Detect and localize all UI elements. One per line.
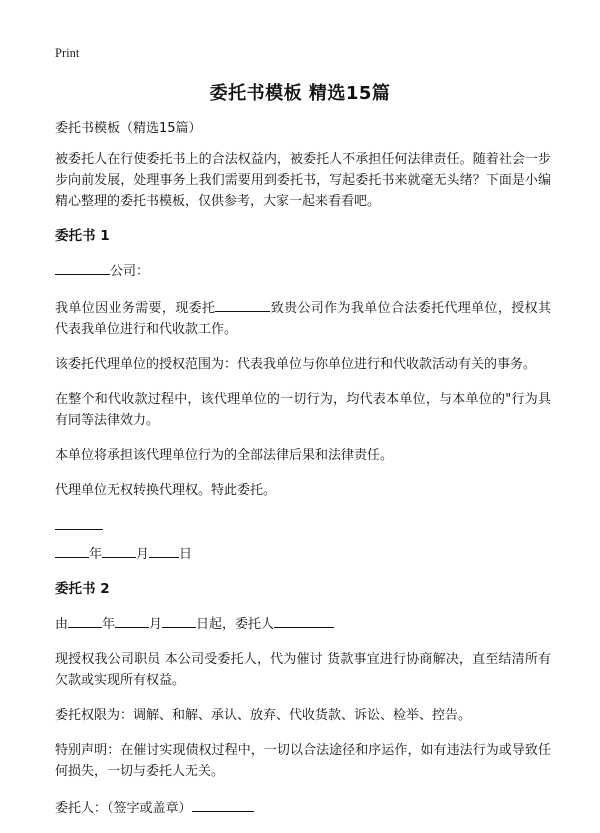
section1-paragraph-5: 代理单位无权转换代理权。特此委托。 <box>55 483 277 498</box>
blank-signature <box>192 796 254 812</box>
blank-from-day <box>162 612 196 628</box>
page-title: 委托书模板 精选15篇 <box>209 83 391 104</box>
p1-part-b: 致贵公司作为我单位合法委托代理单位，授权其代表我单位进行和代收款工作。 <box>55 301 551 337</box>
signature-blank <box>55 515 103 530</box>
signer-label: 委托人：（签字或盖章） <box>55 801 192 816</box>
section1-paragraph-4: 本单位将承担该代理单位行为的全部法律后果和法律责任。 <box>55 448 394 463</box>
blank-from-year <box>68 612 102 628</box>
blank-company <box>55 259 110 275</box>
month-label: 月 <box>136 547 150 562</box>
from-label: 由 <box>55 617 69 632</box>
p1-part-a: 我单位因业务需要，现委托 <box>55 301 216 316</box>
blank-day <box>149 542 179 558</box>
blank-year <box>55 542 89 558</box>
addressee-suffix: 公司： <box>110 264 150 279</box>
day-label: 日 <box>179 547 193 562</box>
document-body <box>55 118 551 833</box>
from-month-label: 月 <box>149 617 163 632</box>
section2-date-line <box>55 612 551 635</box>
section-heading-2: 委托书 2 <box>55 581 110 597</box>
signer-line <box>55 796 551 819</box>
blank-month <box>102 542 136 558</box>
section2-paragraph-3: 委托权限为：调解、和解、承认、放弃、代收货款、诉讼、检举、控告。 <box>55 708 472 723</box>
section1-paragraph-2: 该委托代理单位的授权范围为：代表我单位与你单位进行和代收款活动有关的事务。 <box>55 357 537 372</box>
intro-paragraph: 被委托人在行使委托书上的合法权益内，被委托人不承担任何法律责任。随着社会一步步向前发展，处理事务上我们需要用到委托书，写起委托书来就毫无头绪？下面是小编精心整理的委托书模板，仅供参考，大家一起来看看吧。 <box>55 152 551 209</box>
year-label: 年 <box>89 547 103 562</box>
from-year-label: 年 <box>102 617 116 632</box>
section-heading-1: 委托书 1 <box>55 228 110 244</box>
section2-paragraph-2: 现授权我公司职员 本公司受委托人，代为催讨 货款事宜进行协商解决，直至结清所有欠款或实现所有权益。 <box>55 652 551 688</box>
date-line <box>55 542 551 565</box>
blank-agent <box>215 296 270 312</box>
blank-from-month <box>115 612 149 628</box>
print-link[interactable]: Print <box>55 46 80 60</box>
section1-paragraph-3: 在整个和代收款过程中，该代理单位的一切行为，均代表本单位，与本单位的"行为具有同等法律效力。 <box>55 392 551 428</box>
blank-principal <box>274 612 334 628</box>
from-day-label: 日起，委托人 <box>196 617 275 632</box>
section2-paragraph-4: 特别声明：在催讨实现债权过程中，一切以合法途径和序运作，如有违法行为或导致任何损失，一切与委托人无关。 <box>55 743 551 779</box>
addressee-line <box>55 259 551 282</box>
document-subtitle: 委托书模板（精选15篇） <box>55 121 202 136</box>
section1-paragraph-1 <box>55 296 551 340</box>
